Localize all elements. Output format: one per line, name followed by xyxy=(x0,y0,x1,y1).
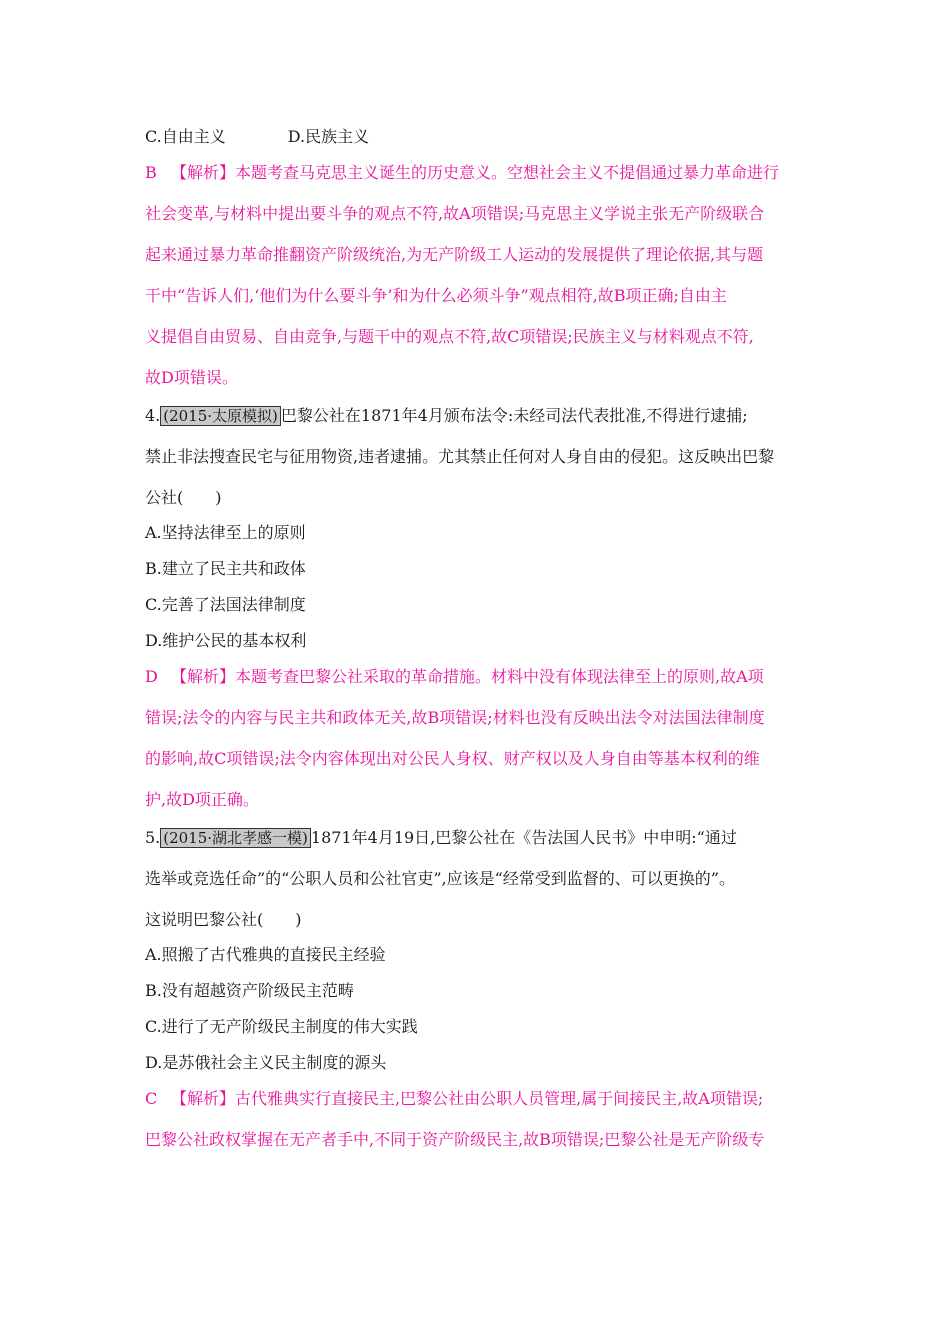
q5-option-d: D.是苏俄社会主义民主制度的源头 xyxy=(145,1053,387,1072)
q5-stem-line-1: 5. (2015·湖北孝感一模) 1871年4月19日,巴黎公社在《告法国人民书》中申明:“通过 xyxy=(145,828,737,847)
q5-analysis-line-2: 巴黎公社政权掌握在无产者手中,不同于资产阶级民主,故B项错误;巴黎公社是无产阶级专 xyxy=(145,1130,765,1149)
q4-stem-line-1: 4. (2015·太原模拟) 巴黎公社在1871年4月颁布法令:未经司法代表批准,不得进行逮捕; xyxy=(145,406,748,425)
q5-source-tag: (2015·湖北孝感一模) xyxy=(160,828,311,848)
q4-option-b: B.建立了民主共和政体 xyxy=(145,559,306,578)
q4-analysis-line-2: 错误;法令的内容与民主共和政体无关,故B项错误;材料也没有反映出法令对法国法律制度 xyxy=(145,708,765,727)
q3-option-c: C.自由主义 xyxy=(145,127,226,146)
q3-analysis-line-2: 社会变革,与材料中提出要斗争的观点不符,故A项错误;马克思主义学说主张无产阶级联合 xyxy=(145,204,765,223)
q5-stem-line-3: 这说明巴黎公社( ) xyxy=(145,910,302,929)
q5-option-b: B.没有超越资产阶级民主范畴 xyxy=(145,981,354,1000)
q4-answer-letter: D xyxy=(145,667,158,686)
q4-stem-line-3: 公社( ) xyxy=(145,488,222,507)
q4-number: 4. xyxy=(145,406,161,425)
q5-number: 5. xyxy=(145,828,161,847)
q5-option-a: A.照搬了古代雅典的直接民主经验 xyxy=(145,945,386,964)
q4-source-tag: (2015·太原模拟) xyxy=(160,406,281,426)
q4-option-d: D.维护公民的基本权利 xyxy=(145,631,307,650)
q4-option-c: C.完善了法国法律制度 xyxy=(145,595,306,614)
q4-analysis-line-3: 的影响,故C项错误;法令内容体现出对公民人身权、财产权以及人身自由等基本权利的维 xyxy=(145,749,760,768)
q4-option-a: A.坚持法律至上的原则 xyxy=(145,523,306,542)
q4-analysis-tag: 【解析】 xyxy=(171,667,236,686)
q5-option-c: C.进行了无产阶级民主制度的伟大实践 xyxy=(145,1017,418,1036)
q5-stem-line-2: 选举或竞选任命”的“公职人员和公社官吏”,应该是“经常受到监督的、可以更换的”。 xyxy=(145,869,735,888)
q3-option-d: D.民族主义 xyxy=(287,127,370,146)
q4-analysis-line-1: D 【解析】本题考查巴黎公社采取的革命措施。材料中没有体现法律至上的原则,故A项 xyxy=(145,667,764,686)
q3-options-row xyxy=(145,126,369,148)
q5-answer-letter: C xyxy=(145,1089,158,1108)
q3-analysis-line-1: B 【解析】本题考查马克思主义诞生的历史意义。空想社会主义不提倡通过暴力革命进行 xyxy=(145,163,780,182)
q3-analysis-tag: 【解析】 xyxy=(171,163,236,182)
q3-analysis-line-4: 干中“告诉人们,‘他们为什么要斗争’和为什么必须斗争”观点相符,故B项正确;自由主 xyxy=(145,286,727,305)
q3-analysis-line-5: 义提倡自由贸易、自由竞争,与题干中的观点不符,故C项错误;民族主义与材料观点不符, xyxy=(145,327,754,346)
q3-answer-letter: B xyxy=(145,163,157,182)
q4-stem-line-2: 禁止非法搜查民宅与征用物资,违者逮捕。尤其禁止任何对人身自由的侵犯。这反映出巴黎 xyxy=(145,447,775,466)
q5-analysis-line-1: C 【解析】古代雅典实行直接民主,巴黎公社由公职人员管理,属于间接民主,故A项错误; xyxy=(145,1089,764,1108)
q3-analysis-line-6: 故D项错误。 xyxy=(145,368,238,387)
q5-analysis-tag: 【解析】 xyxy=(171,1089,236,1108)
q4-analysis-line-4: 护,故D项正确。 xyxy=(145,790,259,809)
q3-analysis-line-3: 起来通过暴力革命推翻资产阶级统治,为无产阶级工人运动的发展提供了理论依据,其与题 xyxy=(145,245,764,264)
